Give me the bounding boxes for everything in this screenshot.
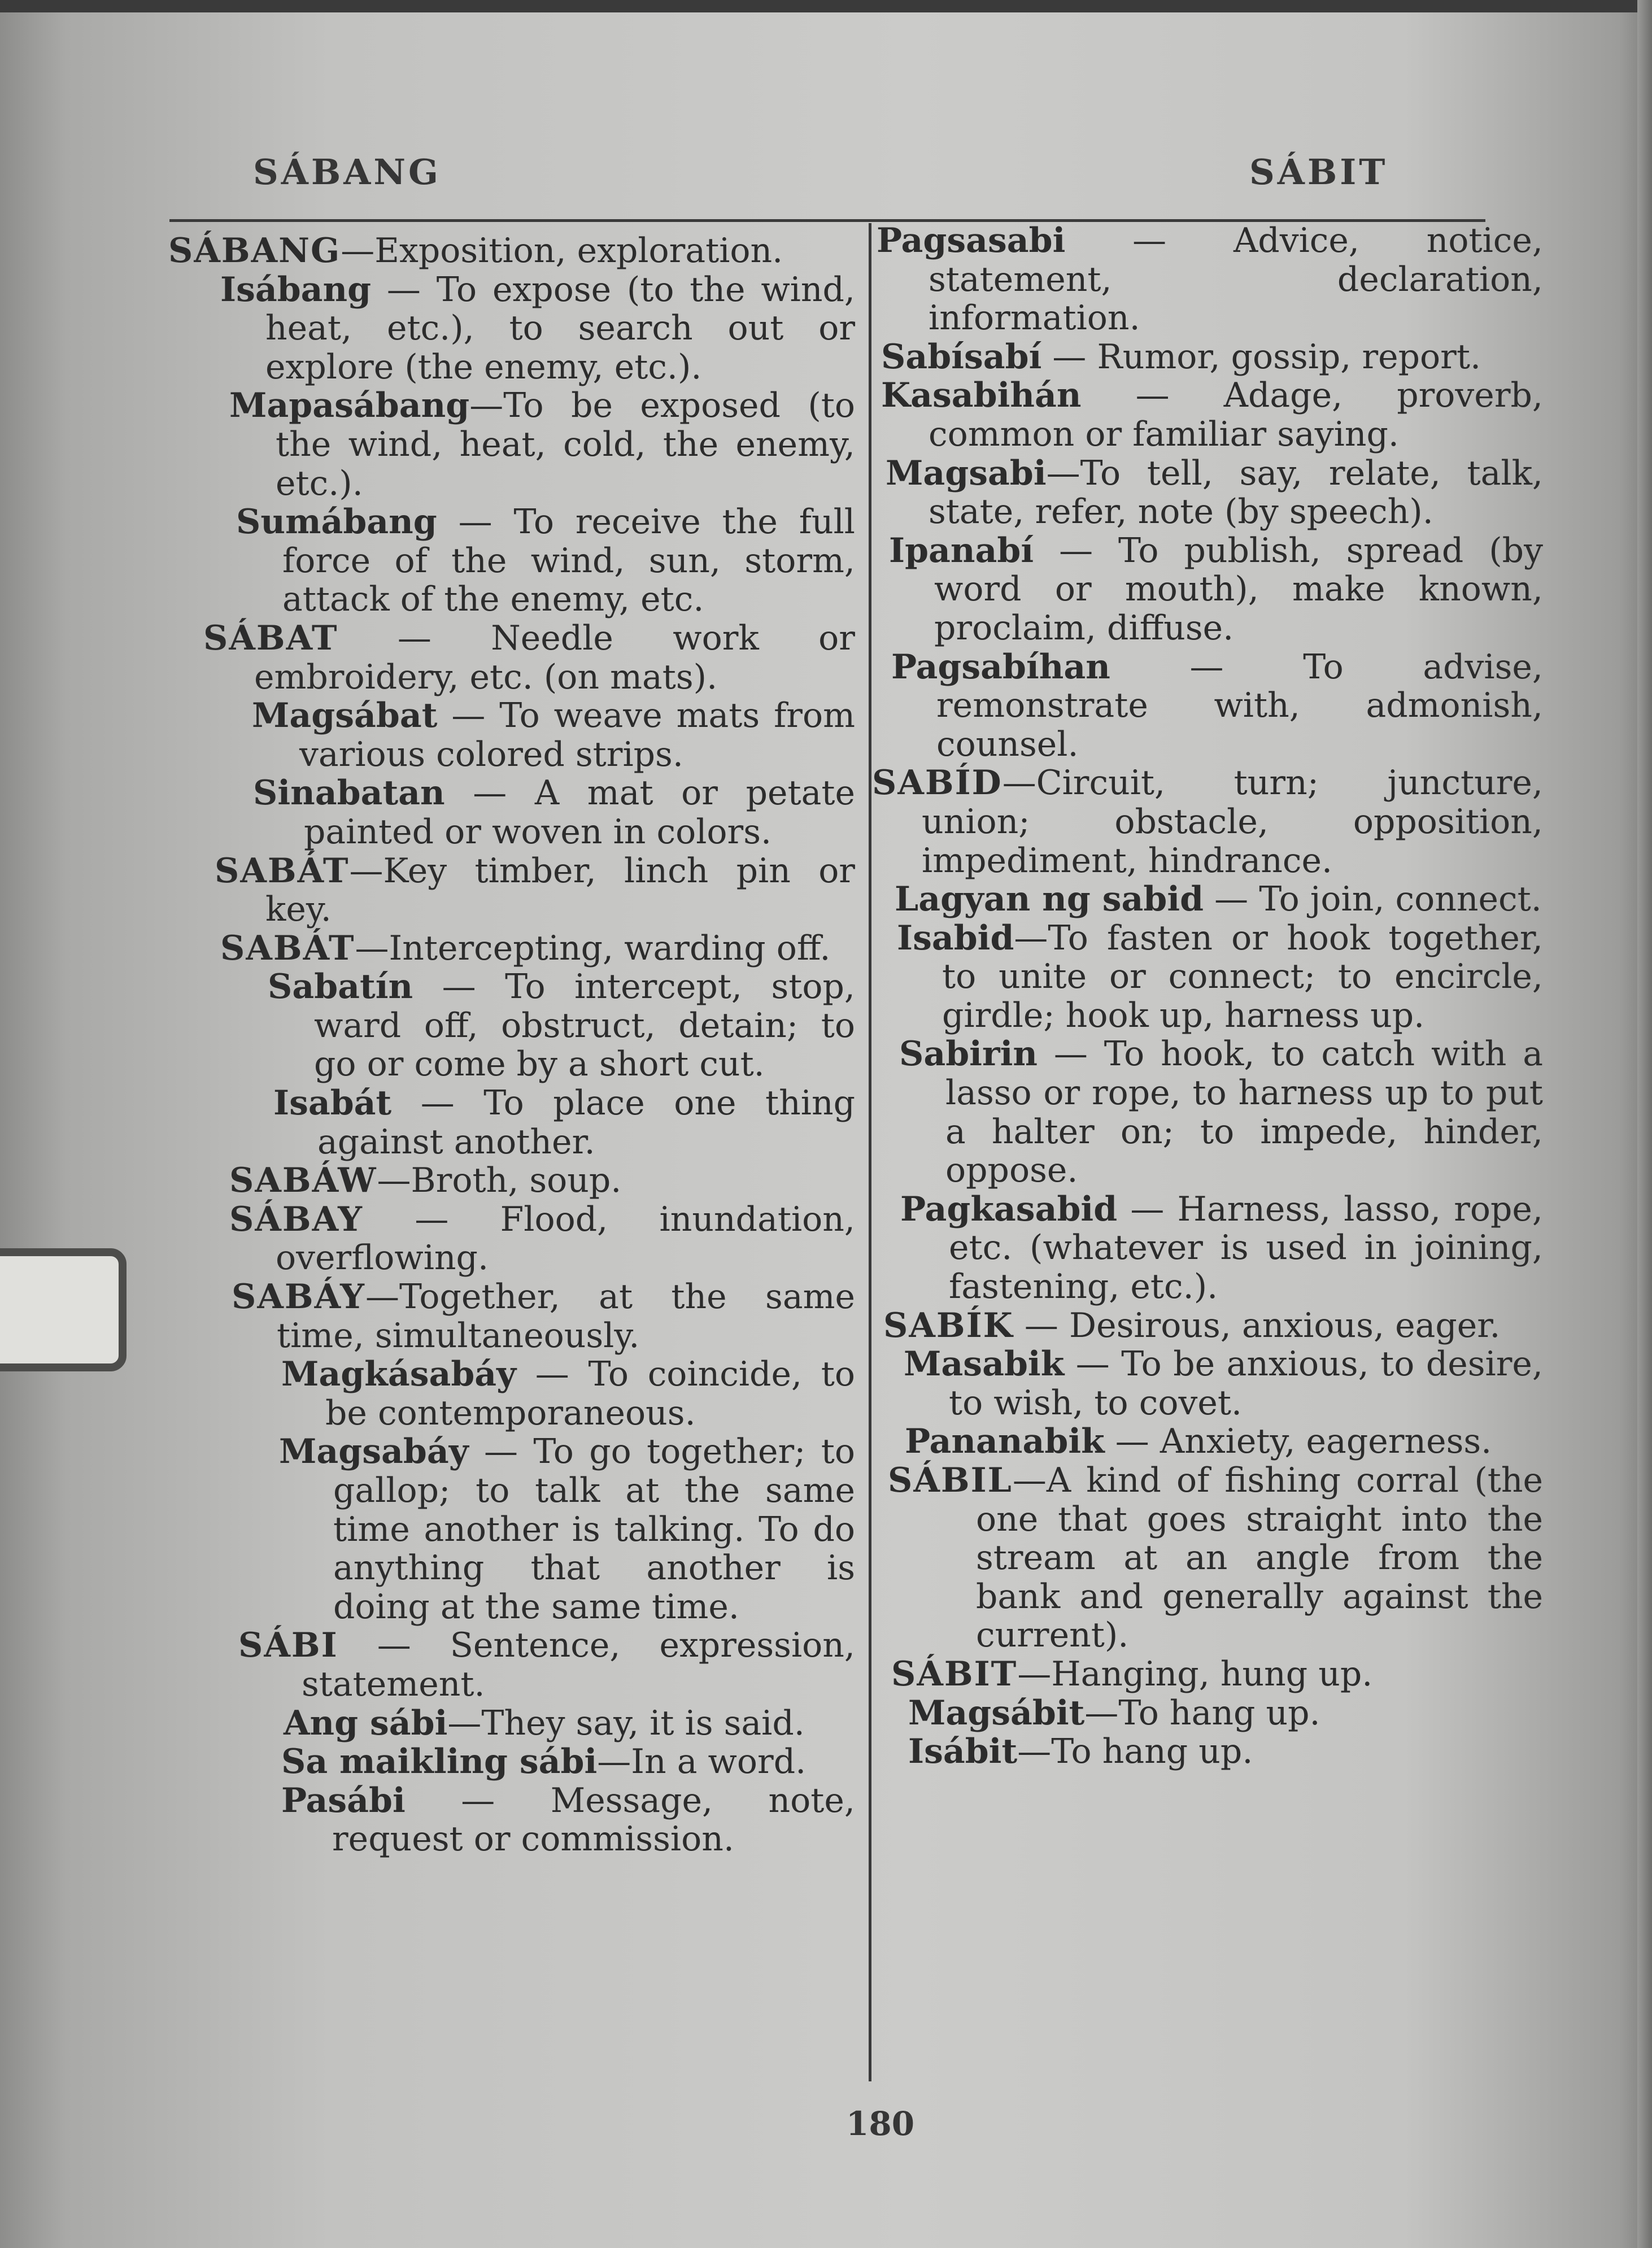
derived-term: Kasabihán bbox=[881, 376, 1082, 416]
dictionary-entry bbox=[168, 619, 855, 696]
definition: Harness, lasso, rope, etc. (whatever is used in joining, fastening, etc.). bbox=[949, 1189, 1543, 1307]
headword: SABÍD bbox=[872, 763, 1002, 803]
term-separator: — bbox=[413, 967, 505, 1007]
dictionary-subentry bbox=[877, 376, 1543, 454]
definition: Circuit, turn; juncture, union; obstacle, opposition, impediment, hindrance. bbox=[922, 763, 1543, 881]
term-separator: — bbox=[516, 1354, 589, 1395]
term-separator: — bbox=[469, 386, 504, 426]
dictionary-subentry bbox=[877, 1345, 1543, 1422]
dictionary-subentry bbox=[168, 503, 855, 619]
derived-term: Pagsasabi bbox=[877, 221, 1066, 260]
term-separator: — bbox=[437, 696, 500, 736]
definition: They say, it is said. bbox=[481, 1703, 805, 1743]
definition: Advice, notice, statement, declaration, information. bbox=[929, 221, 1543, 338]
definition: To be anxious, to desire, to wish, to covet. bbox=[949, 1344, 1543, 1423]
definition: To hang up. bbox=[1051, 1732, 1253, 1772]
term-separator: — bbox=[341, 231, 375, 271]
term-separator: — bbox=[1110, 647, 1304, 687]
term-separator: — bbox=[365, 1277, 399, 1317]
term-separator: — bbox=[391, 1083, 484, 1123]
derived-term: Sabirin bbox=[899, 1034, 1038, 1074]
term-separator: — bbox=[468, 1432, 534, 1472]
dictionary-subentry bbox=[877, 454, 1543, 531]
term-separator: — bbox=[1014, 918, 1048, 958]
definition: To intercept, stop, ward off, obstruct, detain; to go or come by a short cut. bbox=[314, 967, 855, 1084]
definition: Together, at the same time, simultaneously. bbox=[277, 1277, 855, 1356]
term-separator: — bbox=[338, 1626, 450, 1666]
definition: To tell, say, relate, talk, state, refer, note (by speech). bbox=[929, 453, 1543, 532]
term-separator: — bbox=[1204, 879, 1259, 920]
dictionary-subentry bbox=[168, 1355, 855, 1432]
definition: Adage, proverb, common or familiar saying. bbox=[929, 376, 1543, 454]
dictionary-subentry bbox=[168, 968, 855, 1084]
thumb-index-tab bbox=[0, 1248, 127, 1371]
term-separator: — bbox=[1065, 221, 1233, 260]
definition: A kind of fishing corral (the one that goes straight into the stream at an angle from the bank and generally against the current). bbox=[976, 1461, 1543, 1655]
term-separator: — bbox=[1117, 1189, 1178, 1229]
dictionary-subentry bbox=[168, 1742, 855, 1781]
derived-term: Ang sábi bbox=[284, 1703, 448, 1743]
term-separator: — bbox=[377, 1161, 411, 1201]
definition: Message, note, request or commission. bbox=[332, 1780, 855, 1859]
term-separator: — bbox=[597, 1742, 631, 1782]
dictionary-entry bbox=[877, 1461, 1543, 1655]
derived-term: Magsábit bbox=[908, 1693, 1085, 1733]
dictionary-entry bbox=[872, 763, 1543, 881]
term-separator: — bbox=[1002, 763, 1036, 803]
term-separator: — bbox=[1013, 1305, 1069, 1345]
definition: To join, connect. bbox=[1259, 879, 1542, 920]
definition: To weave mats from various colored strips. bbox=[299, 696, 856, 774]
page-number: 180 bbox=[846, 2105, 915, 2143]
headword: SÁBAT bbox=[203, 618, 338, 658]
dictionary-subentry bbox=[877, 1694, 1543, 1733]
dictionary-subentry bbox=[877, 1190, 1543, 1306]
left-column bbox=[168, 232, 855, 1859]
definition: Sentence, expression, statement. bbox=[302, 1626, 855, 1704]
headword: SÁBIL bbox=[888, 1461, 1013, 1500]
derived-term: Lagyan ng sabid bbox=[895, 879, 1204, 920]
dictionary-entry bbox=[168, 1278, 855, 1355]
derived-term: Isábang bbox=[220, 269, 372, 310]
headword: SABÁY bbox=[232, 1277, 365, 1317]
term-separator: — bbox=[349, 851, 383, 891]
definition: Desirous, anxious, eager. bbox=[1069, 1305, 1501, 1345]
dictionary-subentry bbox=[168, 1704, 855, 1743]
derived-term: Pagkasabid bbox=[900, 1189, 1118, 1229]
dictionary-entry bbox=[168, 1161, 855, 1200]
definition: To advise, remonstrate with, admonish, counsel. bbox=[936, 647, 1543, 764]
definition: Rumor, gossip, report. bbox=[1097, 337, 1481, 377]
headword: SÁBIT bbox=[891, 1654, 1018, 1694]
dictionary-subentry bbox=[877, 648, 1543, 764]
term-separator: — bbox=[363, 1199, 500, 1239]
dictionary-subentry bbox=[168, 1084, 855, 1161]
dictionary-subentry bbox=[877, 919, 1543, 1035]
derived-term: Isábit bbox=[908, 1732, 1018, 1772]
term-separator: — bbox=[1017, 1732, 1052, 1772]
term-separator: — bbox=[447, 1703, 482, 1743]
definition: To fasten or hook together, to unite or connect; to encircle, girdle; hook up, harness up. bbox=[942, 918, 1543, 1035]
dictionary-entry bbox=[168, 1626, 855, 1704]
column-divider bbox=[869, 223, 871, 2081]
definition: To receive the full force of the wind, sun, storm, attack of the enemy, etc. bbox=[282, 502, 855, 620]
headword: SÁBI bbox=[238, 1626, 338, 1666]
dictionary-subentry bbox=[877, 1035, 1543, 1190]
derived-term: Sumábang bbox=[236, 502, 437, 542]
derived-term: Magsabi bbox=[886, 453, 1047, 493]
headword: SABÍK bbox=[883, 1305, 1014, 1345]
dictionary-subentry bbox=[168, 696, 855, 774]
right-column bbox=[872, 221, 1543, 1772]
term-separator: — bbox=[1041, 337, 1097, 377]
running-head-right: SÁBIT bbox=[1249, 151, 1388, 193]
term-separator: — bbox=[355, 928, 389, 968]
term-separator: — bbox=[338, 618, 491, 658]
derived-term: Mapasábang bbox=[229, 386, 470, 426]
derived-term: Isabid bbox=[897, 918, 1014, 958]
page-gutter bbox=[1637, 0, 1652, 2248]
term-separator: — bbox=[1081, 376, 1224, 416]
definition: To hang up. bbox=[1118, 1693, 1320, 1733]
definition: To place one thing against another. bbox=[317, 1083, 855, 1162]
dictionary-subentry bbox=[168, 774, 855, 851]
definition: To hook, to catch with a lasso or rope, to harness up to put a halter on; to impede, hinder, oppose. bbox=[945, 1034, 1543, 1191]
definition: Hanging, hung up. bbox=[1051, 1654, 1373, 1694]
dictionary-entry bbox=[877, 1655, 1543, 1694]
dictionary-entry bbox=[168, 232, 855, 271]
dictionary-subentry bbox=[168, 386, 855, 503]
dictionary-subentry bbox=[168, 1781, 855, 1859]
dictionary-subentry bbox=[877, 531, 1543, 648]
dictionary-subentry bbox=[877, 1422, 1543, 1461]
term-separator: — bbox=[1037, 1034, 1104, 1074]
definition: Key timber, linch pin or key. bbox=[265, 851, 855, 930]
derived-term: Sinabatan bbox=[253, 773, 445, 813]
derived-term: Ipanabí bbox=[889, 530, 1034, 570]
term-separator: — bbox=[1012, 1461, 1047, 1500]
definition: To coincide, to be contemporaneous. bbox=[325, 1354, 855, 1433]
headword: SABÁW bbox=[229, 1161, 377, 1201]
derived-term: Pasábi bbox=[281, 1780, 406, 1820]
headword: SABÁT bbox=[215, 851, 350, 891]
derived-term: Sa maikling sábi bbox=[281, 1742, 598, 1782]
dictionary-subentry bbox=[877, 338, 1543, 377]
dictionary-entry bbox=[877, 1306, 1543, 1345]
headword: SABÁT bbox=[220, 928, 355, 968]
derived-term: Magkásabáy bbox=[281, 1354, 517, 1395]
dictionary-subentry bbox=[168, 271, 855, 387]
derived-term: Isabát bbox=[273, 1083, 392, 1123]
definition: To be exposed (to the wind, heat, cold, the enemy, etc.). bbox=[276, 386, 855, 503]
dictionary-subentry bbox=[877, 221, 1543, 338]
dictionary-subentry bbox=[877, 1732, 1543, 1771]
term-separator: — bbox=[437, 502, 514, 542]
derived-term: Sabatín bbox=[268, 967, 413, 1007]
dictionary-entry bbox=[168, 852, 855, 929]
term-separator: — bbox=[1104, 1422, 1160, 1462]
term-separator: — bbox=[1034, 530, 1119, 570]
dictionary-subentry bbox=[877, 880, 1543, 919]
definition: To expose (to the wind, heat, etc.), to search out or explore (the enemy, etc.). bbox=[265, 269, 855, 387]
top-edge-shadow bbox=[0, 0, 1652, 12]
definition: Intercepting, warding off. bbox=[389, 928, 831, 968]
term-separator: — bbox=[1046, 453, 1080, 493]
term-separator: — bbox=[1064, 1344, 1122, 1384]
derived-term: Magsabáy bbox=[279, 1432, 469, 1472]
definition: In a word. bbox=[631, 1742, 807, 1782]
dictionary-entry bbox=[168, 929, 855, 968]
definition: Anxiety, eagerness. bbox=[1160, 1422, 1492, 1462]
definition: Needle work or embroidery, etc. (on mats). bbox=[254, 618, 855, 697]
term-separator: — bbox=[1084, 1693, 1119, 1733]
headword: SÁBANG bbox=[168, 231, 341, 271]
definition: Exposition, exploration. bbox=[374, 231, 783, 271]
term-separator: — bbox=[371, 269, 437, 310]
running-head-left: SÁBANG bbox=[253, 151, 442, 193]
derived-term: Pagsabíhan bbox=[891, 647, 1110, 687]
definition: To go together; to gallop; to talk at the same time another is talking. To do anything that another is doing at the same time. bbox=[333, 1432, 855, 1627]
derived-term: Magsábat bbox=[252, 696, 438, 736]
term-separator: — bbox=[444, 773, 535, 813]
definition: A mat or petate painted or woven in colors. bbox=[304, 773, 855, 852]
definition: Flood, inundation, overflowing. bbox=[276, 1199, 855, 1278]
headword: SÁBAY bbox=[229, 1199, 363, 1239]
derived-term: Masabik bbox=[904, 1344, 1065, 1384]
derived-term: Pananabik bbox=[905, 1422, 1105, 1462]
definition: To publish, spread (by word or mouth), make known, proclaim, diffuse. bbox=[934, 530, 1543, 648]
dictionary-entry bbox=[168, 1200, 855, 1278]
term-separator: — bbox=[405, 1780, 551, 1820]
definition: Broth, soup. bbox=[411, 1161, 622, 1201]
derived-term: Sabísabí bbox=[881, 337, 1042, 377]
term-separator: — bbox=[1017, 1654, 1052, 1694]
dictionary-subentry bbox=[168, 1432, 855, 1626]
